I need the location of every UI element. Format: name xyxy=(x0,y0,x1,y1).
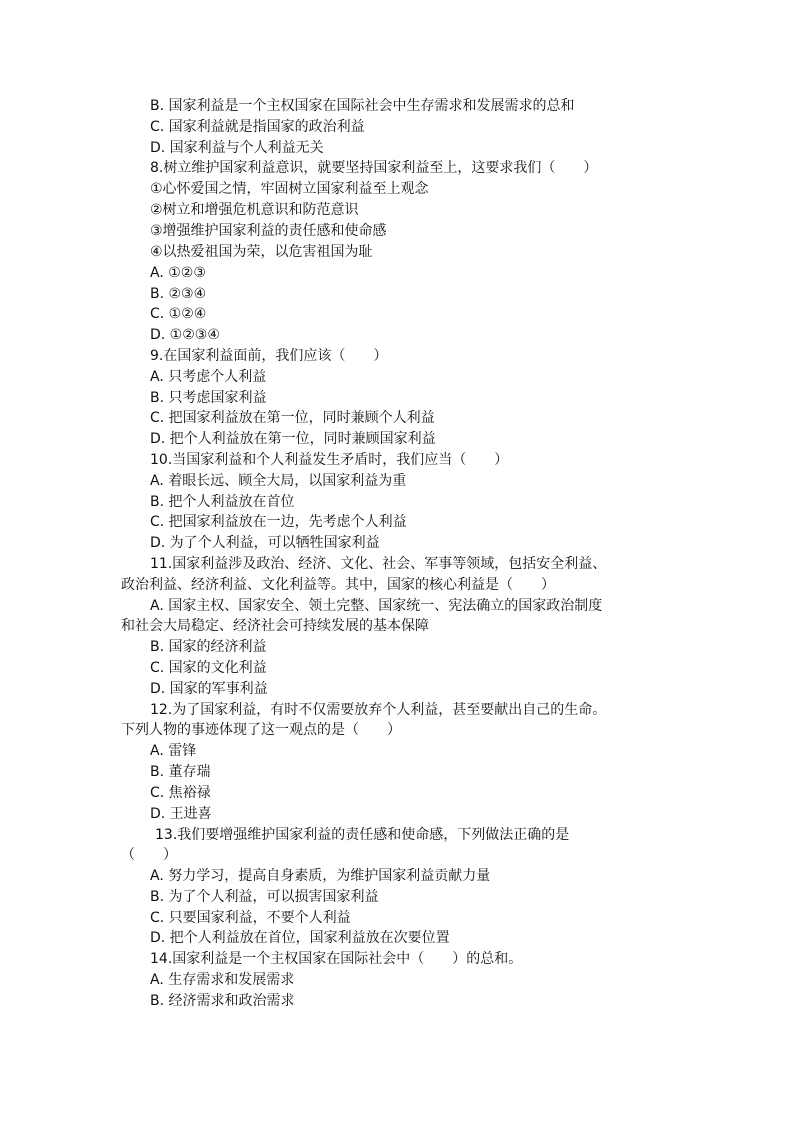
option-c-q13: C. 只要国家利益，不要个人利益 xyxy=(150,910,351,926)
question-8: 8.树立维护国家利益意识，就要坚持国家利益至上，这要求我们（ ） xyxy=(150,160,598,176)
option-d-q10: D. 为了个人利益，可以牺牲国家利益 xyxy=(150,535,380,551)
option-a-q12: A. 雷锋 xyxy=(150,743,197,759)
option-d-q11: D. 国家的军事利益 xyxy=(150,681,268,697)
question-10: 10.当国家利益和个人利益发生矛盾时，我们应当（ ） xyxy=(150,452,509,468)
question-13: 13.我们要增强维护国家利益的责任感和使命感，下列做法正确的是 xyxy=(155,827,570,843)
option-c-q8: C. ①②④ xyxy=(150,306,207,322)
question-12: 12.为了国家利益，有时不仅需要放弃个人利益，甚至要献出自己的生命。 xyxy=(150,702,607,718)
question-11: 11.国家利益涉及政治、经济、文化、社会、军事等领域，包括安全利益、 xyxy=(150,556,607,572)
option-a-q11-cont: 和社会大局稳定、经济社会可持续发展的基本保障 xyxy=(121,618,429,634)
option-b-q7: B. 国家利益是一个主权国家在国际社会中生存需求和发展需求的总和 xyxy=(150,98,575,114)
option-c-q9: C. 把国家利益放在第一位，同时兼顾个人利益 xyxy=(150,410,435,426)
option-a-q8: A. ①②③ xyxy=(150,265,206,281)
option-a-q14: A. 生存需求和发展需求 xyxy=(150,972,295,988)
option-b-q13: B. 为了个人利益，可以损害国家利益 xyxy=(150,889,379,905)
question-11-cont: 政治利益、经济利益、文化利益等。其中，国家的核心利益是（ ） xyxy=(121,577,555,593)
option-a-q9: A. 只考虑个人利益 xyxy=(150,369,267,385)
option-b-q14: B. 经济需求和政治需求 xyxy=(150,993,295,1009)
statement-4: ④以热爱祖国为荣，以危害祖国为耻 xyxy=(150,244,373,260)
option-b-q12: B. 董存瑞 xyxy=(150,764,211,780)
question-12-cont: 下列人物的事迹体现了这一观点的是（ ） xyxy=(121,722,401,738)
option-d-q12: D. 王进喜 xyxy=(150,806,212,822)
option-a-q11: A. 国家主权、国家安全、领土完整、国家统一、宪法确立的国家政治制度 xyxy=(150,598,603,614)
option-c-q7: C. 国家利益就是指国家的政治利益 xyxy=(150,119,365,135)
option-c-q11: C. 国家的文化利益 xyxy=(150,660,267,676)
statement-2: ②树立和增强危机意识和防范意识 xyxy=(150,202,359,218)
option-b-q10: B. 把个人利益放在首位 xyxy=(150,494,295,510)
option-b-q8: B. ②③④ xyxy=(150,286,207,302)
statement-3: ③增强维护国家利益的责任感和使命感 xyxy=(150,223,387,239)
option-d-q13: D. 把个人利益放在首位，国家利益放在次要位置 xyxy=(150,930,450,946)
option-a-q13: A. 努力学习，提高自身素质，为维护国家利益贡献力量 xyxy=(150,868,491,884)
option-d-q9: D. 把个人利益放在第一位，同时兼顾国家利益 xyxy=(150,431,436,447)
question-13-cont: （ ） xyxy=(121,847,177,863)
option-b-q11: B. 国家的经济利益 xyxy=(150,639,267,655)
option-c-q10: C. 把国家利益放在一边，先考虑个人利益 xyxy=(150,514,407,530)
statement-1: ①心怀爱国之情，牢固树立国家利益至上观念 xyxy=(150,181,429,197)
question-9: 9.在国家利益面前，我们应该（ ） xyxy=(150,348,388,364)
question-14: 14.国家利益是一个主权国家在国际社会中（ ）的总和。 xyxy=(150,951,523,967)
option-d-q8: D. ①②③④ xyxy=(150,327,220,343)
option-b-q9: B. 只考虑国家利益 xyxy=(150,390,267,406)
option-d-q7: D. 国家利益与个人利益无关 xyxy=(150,140,324,156)
option-a-q10: A. 着眼长远、顾全大局，以国家利益为重 xyxy=(150,473,407,489)
option-c-q12: C. 焦裕禄 xyxy=(150,785,211,801)
